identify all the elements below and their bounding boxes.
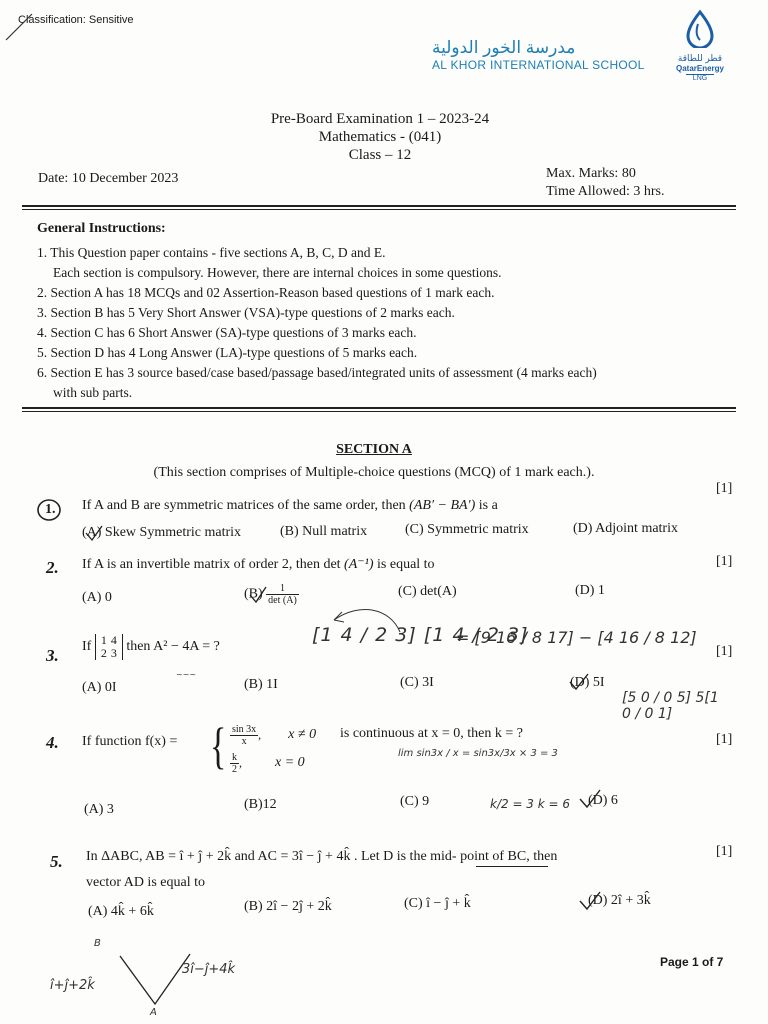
q4-option-c: (C) 9 <box>400 794 430 809</box>
instruction-line: 6. Section E has 3 source based/case based/passage based/integrated units of assessment (4 marks each) <box>37 365 597 380</box>
instruction-line: 4. Section C has 6 Short Answer (SA)-type questions of 3 marks each. <box>37 325 417 340</box>
q4-option-d: (D) 6 <box>588 793 618 808</box>
triangle-sketch-icon <box>115 950 195 1010</box>
instruction-line: 2. Section A has 18 MCQs and 02 Assertion-Reason based questions of 1 mark each. <box>37 285 495 300</box>
q1-option-a: (A) Skew Symmetric matrix <box>82 525 242 540</box>
scribble-note: ~~~ <box>176 670 197 679</box>
sketch-label-a: A <box>150 1007 157 1018</box>
q4-brace: { <box>210 719 227 775</box>
q3-option-b: (B) 1I <box>244 677 278 692</box>
answer-tick-icon <box>578 788 602 810</box>
q3-matrix <box>95 634 123 660</box>
q3-text-b: then A² − 4A = ? <box>126 639 220 655</box>
exam-date: Date: 10 December 2023 <box>38 171 179 186</box>
q3-handwritten-identity: [5 0 / 0 5] 5[1 0 / 0 1] <box>622 690 719 722</box>
q1-option-b: (B) Null matrix <box>280 524 368 539</box>
fraction-numerator: k <box>232 752 237 763</box>
header-divider <box>22 205 736 207</box>
header-divider-thin <box>22 209 736 210</box>
q3-handwritten-result: = [9 16 / 8 17] − [4 16 / 8 12] <box>456 628 697 647</box>
q5-option-a: (A) 4k̂ + 6k̂ <box>88 904 154 919</box>
school-name-arabic: مدرسة الخور الدولية <box>432 38 576 57</box>
section-title: SECTION A <box>336 442 412 457</box>
q2-option-a: (A) 0 <box>82 590 112 605</box>
q2-number: 2. <box>46 558 59 577</box>
fraction-denominator: 2 <box>232 764 237 775</box>
instructions-divider <box>22 407 736 409</box>
instructions-divider-thin <box>22 411 736 412</box>
q4-case-1-condition: x ≠ 0 <box>288 727 317 743</box>
fraction-denominator: det (A) <box>268 595 297 606</box>
section-subtitle: (This section comprises of Multiple-choice questions (MCQ) of 1 mark each.). <box>153 465 595 480</box>
answer-tick-icon <box>568 672 590 692</box>
q4-handwritten-k: k/2 = 3 k = 6 <box>490 797 571 811</box>
matrix-cell: 4 <box>110 633 117 647</box>
q2-text-b: is equal to <box>373 557 435 572</box>
sketch-vector-ab: î+ĵ+2k̂ <box>50 978 95 993</box>
matrix-cell: 3 <box>110 646 117 660</box>
qatarenergy-logo <box>672 8 728 88</box>
logo-sub-text: LNG <box>686 74 714 82</box>
time-allowed: Time Allowed: 3 hrs. <box>546 184 665 199</box>
q4-marks: [1] <box>716 732 733 747</box>
q3-text-a: If <box>82 639 92 655</box>
q2-option-d: (D) 1 <box>575 583 605 598</box>
q4-text-a: If function f(x) = <box>82 734 178 749</box>
q2-text-a: If A is an invertible matrix of order 2, then det <box>82 557 345 572</box>
max-marks: Max. Marks: 80 <box>546 166 636 181</box>
q3-handwritten-work: [1 4 / 2 3] [1 4 / 2 3] <box>312 624 529 646</box>
sketch-vector-ac: 3î−ĵ+4k̂ <box>182 962 236 977</box>
matrix-cell: 1 <box>100 633 107 647</box>
q4-option-a: (A) 3 <box>84 802 114 817</box>
exam-title: Pre-Board Examination 1 – 2023-24 <box>270 111 490 127</box>
q4-text-b: is continuous at x = 0, then k = ? <box>340 726 523 741</box>
q3-text <box>82 634 220 660</box>
q3-option-c: (C) 3I <box>400 675 434 690</box>
q3-marks: [1] <box>716 644 733 659</box>
q1-text-b: is a <box>475 498 498 513</box>
q1-expression: (AB′ − BA′) <box>409 498 476 513</box>
answer-tick-icon <box>248 585 268 605</box>
q1-option-d: (D) Adjoint matrix <box>573 521 678 536</box>
q5-text-b: vector AD is equal to <box>86 875 205 890</box>
q2-option-c: (C) det(A) <box>398 584 457 599</box>
q2-expression: (A⁻¹) <box>344 557 374 572</box>
q4-handwritten-limit: lim sin3x / x = sin3x/3x × 3 = 3 <box>398 748 558 759</box>
q4-number: 4. <box>46 733 59 752</box>
q2-option-b-fraction <box>266 583 299 606</box>
instruction-line: 1. This Question paper contains - five sections A, B, C, D and E. <box>37 245 386 260</box>
answer-tick-icon <box>578 890 602 912</box>
q4-option-b: (B)12 <box>244 797 277 812</box>
q3-number: 3. <box>46 646 59 665</box>
q4-case-2: $\frac{k}{2}$ , x = 0 <box>232 752 305 775</box>
q2-option-b-label: (B) <box>244 586 263 602</box>
instruction-line: 5. Section D has 4 Long Answer (LA)-type questions of 5 marks each. <box>37 345 418 360</box>
q5-option-c: (C) î − ĵ + k̂ <box>404 896 471 911</box>
exam-class: Class – 12 <box>348 147 412 163</box>
logo-brand-text: QatarEnergy <box>675 64 725 73</box>
page-number: Page 1 of 7 <box>660 955 724 969</box>
matrix-cell: 2 <box>100 646 107 660</box>
q1-text <box>82 498 498 514</box>
q2-text <box>82 556 435 573</box>
q5-marks: [1] <box>716 844 733 859</box>
q3-option-d: (D) 5I <box>570 675 605 690</box>
sketch-label-b: B <box>94 938 101 949</box>
q1-marks: [1] <box>716 481 733 496</box>
school-name-english: AL KHOR INTERNATIONAL SCHOOL <box>432 58 645 72</box>
qatarenergy-drop-icon <box>672 8 728 48</box>
q5-option-d: (D) 2î + 3k̂ <box>588 893 651 908</box>
q3-option-a: (A) 0I <box>82 680 117 695</box>
q5-text-a: In ΔABC, AB = î + ĵ + 2k̂ and AC = 3î − ĵ + 4k̂ . Let D is the mid- point of BC, then <box>86 849 558 864</box>
answer-tick-icon <box>84 524 104 542</box>
q1-text-a: If A and B are symmetric matrices of the same order, then <box>82 498 410 513</box>
fraction-numerator: 1 <box>266 583 299 595</box>
q2-marks: [1] <box>716 554 733 569</box>
instruction-line: with sub parts. <box>53 385 133 400</box>
q4-case-1: $\frac{\sin 3x}{x}$ , x ≠ 0 <box>232 724 317 747</box>
q5-option-b: (B) 2î − 2ĵ + 2k̂ <box>244 899 332 914</box>
classification-label: Classification: Sensitive <box>18 14 134 26</box>
fraction-denominator: x <box>241 736 247 747</box>
instruction-line: 3. Section B has 5 Very Short Answer (VSA)-type questions of 2 marks each. <box>37 305 455 320</box>
q1-option-c: (C) Symmetric matrix <box>405 522 529 537</box>
instructions-heading: General Instructions: <box>37 221 166 236</box>
q4-case-2-condition: x = 0 <box>275 755 305 771</box>
logo-arabic-text: قطر للطاقة <box>677 53 723 63</box>
handwritten-underline <box>476 866 548 867</box>
handwritten-arrow-icon <box>320 598 410 638</box>
fraction-numerator: sin 3x <box>232 724 257 735</box>
instruction-line: Each section is compulsory. However, there are internal choices in some questions. <box>53 265 502 280</box>
pen-strike-mark <box>2 8 42 44</box>
q1-number: 1. <box>38 500 62 522</box>
instructions-list <box>37 243 597 403</box>
q5-number: 5. <box>50 852 63 871</box>
exam-subject: Mathematics - (041) <box>318 129 442 145</box>
